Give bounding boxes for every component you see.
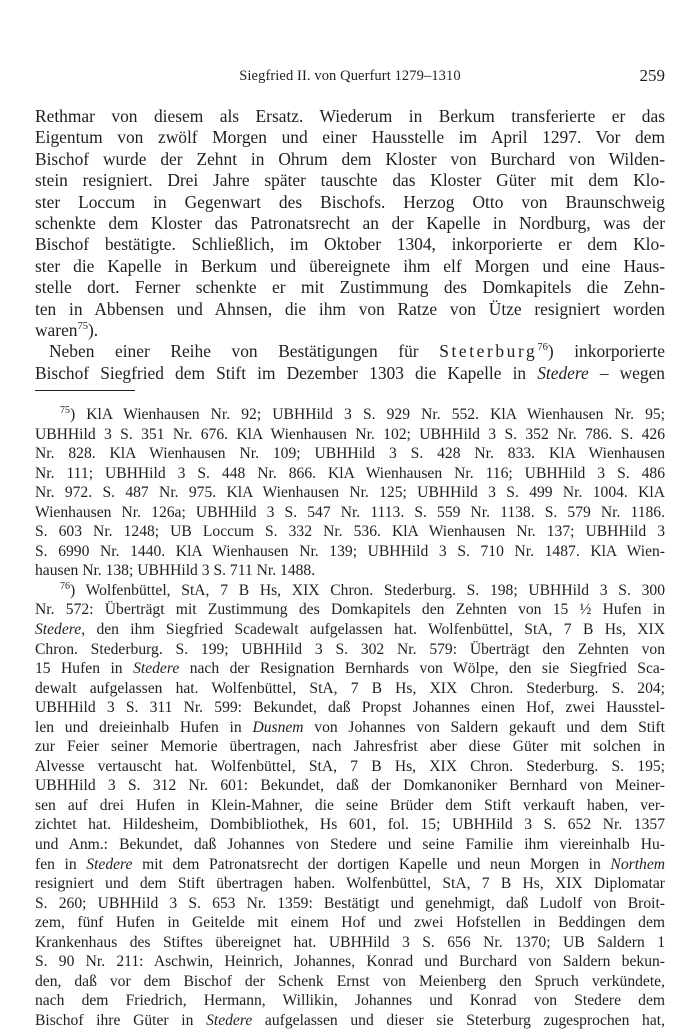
text-line: ten in Abbensen und Ahnsen, die ihm von Ratze von Ütze resigniert worden xyxy=(35,298,665,319)
text-fragment: Neben einer Reihe von Bestätigungen für xyxy=(49,341,440,362)
footnote-line: hausen Nr. 138; UBHHild 3 S. 711 Nr. 1488. xyxy=(35,562,316,580)
text-fragment: nach der Resignation Bernhards von Wölpe, den sie Siegfried Sca- xyxy=(179,660,665,678)
footnote-line xyxy=(35,620,665,640)
italic-place-name: Dusnem xyxy=(252,718,304,736)
footnote-line: und Anm.: Bekundet, daß Johannes von Stedere und seine Familie ihm viereinhalb Hu- xyxy=(35,836,665,854)
footnote-number: 76 xyxy=(60,580,70,592)
footnote-line: Alvesse vertauscht hat. Wolfenbüttel, StA, 7 B Hs, XIX Chron. Stederburg. S. 195; xyxy=(35,757,665,775)
text-line xyxy=(35,341,665,362)
text-fragment: – wegen xyxy=(588,362,666,383)
text-fragment: Bischof ihre Güter in xyxy=(35,1011,207,1029)
italic-place-name: Stedere xyxy=(206,1011,253,1029)
page-header xyxy=(35,66,665,90)
footnote-line: Nr. 972. S. 487 Nr. 975. KlA Wienhausen Nr. 125; UBHHild 3 S. 499 Nr. 1004. KlA xyxy=(35,484,665,502)
text-line: stelle dort. Ferner schenkte er mit Zustimmung des Domkapitels die Zehn- xyxy=(35,277,665,298)
text-line: Bischof bestätigte. Schließlich, im Oktober 1304, inkorporierte er dem Klo- xyxy=(35,234,665,255)
text-fragment: ) inkorporierte xyxy=(547,341,666,362)
text-fragment: aufgelassen und dieser sie Steterburg zugesprochen hat, xyxy=(252,1011,665,1029)
footnote-line xyxy=(35,405,665,425)
text-fragment: von Johannes von Saldern gekauft und dem Stift xyxy=(303,718,665,736)
italic-place-name: Stedere xyxy=(86,855,133,873)
page-number: 259 xyxy=(639,66,665,85)
footnote-number: 75 xyxy=(60,404,70,416)
footnote-line: Krankenhaus des Stiftes übereignet hat. UBHHild 3 S. 656 Nr. 1370; UB Saldern 1 xyxy=(35,933,665,951)
footnote-line xyxy=(35,659,665,679)
footnote-line: sen auf drei Hufen in Klein-Mahner, die seine Brüder dem Stift verkauft haben, ver- xyxy=(35,796,665,814)
text-line xyxy=(35,320,665,341)
italic-place-name: Stedere xyxy=(537,362,589,383)
footnote-line: den, daß vor dem Bischof der Schenk Ernst von Meienberg den Spruch verkündete, xyxy=(35,972,665,990)
text-line: Rethmar von diesem als Ersatz. Wiederum in Berkum transferierte er das xyxy=(35,106,665,126)
text-fragment: fen in xyxy=(35,855,87,873)
footnote-line xyxy=(35,581,665,601)
text-fragment: ) Wolfenbüttel, StA, 7 B Hs, XIX Chron. Stederburg. S. 198; UBHHild 3 S. 300 xyxy=(70,581,665,599)
text-fragment: waren xyxy=(35,320,78,341)
footnote-line xyxy=(35,718,665,738)
footnote-line: zur Feier seiner Memorie übertragen, nach Jahresfrist aber diese Güter mit solchen in xyxy=(35,738,665,756)
footnote-line: UBHHild 3 S. 311 Nr. 599: Bekundet, daß Propst Johannes einen Hof, zwei Hausstel- xyxy=(35,699,665,717)
footnote-line: Nr. 572: Überträgt mit Zustimmung des Domkapitels den Zehnten von 15 ½ Hufen in xyxy=(35,601,665,619)
footnote-reference: 75 xyxy=(77,321,88,333)
footnote-line: S. 260; UBHHild 3 S. 653 Nr. 1359: Bestätigt und genehmigt, daß Ludolf von Broit- xyxy=(35,894,665,912)
text-fragment: mit dem Patronatsrecht der dortigen Kapelle und neun Morgen in xyxy=(132,855,611,873)
footnote-reference: 76 xyxy=(537,342,548,354)
text-fragment: , den ihm Siegfried Scadewalt aufgelassen hat. Wolfenbüttel, StA, 7 B Hs, XIX xyxy=(81,621,665,639)
main-text xyxy=(35,106,665,384)
text-line: Eigentum von zwölf Morgen und einer Hausstelle im April 1297. Vor dem xyxy=(35,127,665,148)
text-line: Bischof wurde der Zehnt in Ohrum dem Kloster von Burchard von Wilden- xyxy=(35,148,665,169)
footnote-line: S. 603 Nr. 1248; UB Loccum S. 332 Nr. 536. KlA Wienhausen Nr. 137; UBHHild 3 xyxy=(35,523,665,541)
footnote-line: zem, fünf Hufen in Geitelde mit einem Hof und zwei Hofstellen in Beddingen dem xyxy=(35,914,665,932)
footnotes xyxy=(35,405,665,1031)
footnote-line: S. 6990 Nr. 1440. KlA Wienhausen Nr. 139; UBHHild 3 S. 710 Nr. 1487. KlA Wien- xyxy=(35,542,665,560)
text-line xyxy=(35,363,665,384)
text-fragment: ) KlA Wienhausen Nr. 92; UBHHild 3 S. 929 Nr. 552. KlA Wienhausen Nr. 95; xyxy=(70,406,665,423)
running-title: Siegfried II. von Querfurt 1279–1310 xyxy=(239,68,461,84)
footnote-line: Chron. Stederburg. S. 199; UBHHild 3 S. 302 Nr. 579: Überträgt den Zehnten von xyxy=(35,640,665,658)
text-line: stein resigniert. Drei Jahre später tauschte das Kloster Güter mit dem Klo- xyxy=(35,170,665,191)
footnote-line xyxy=(35,855,665,875)
italic-place-name: Stedere xyxy=(133,660,180,678)
footnote-line: UBHHild 3 S. 312 Nr. 601: Bekundet, daß der Domkanoniker Bernhard von Meiner- xyxy=(35,777,665,795)
footnote-line: resigniert und dem Stift übertragen haben. Wolfenbüttel, StA, 7 B Hs, XIX Diplomatar xyxy=(35,875,665,893)
text-fragment: ). xyxy=(87,320,99,341)
spaced-name: Steterburg xyxy=(439,341,538,362)
text-fragment: 15 Hufen in xyxy=(35,660,134,678)
text-fragment: len und dreieinhalb Hufen in xyxy=(35,718,253,736)
footnote-line: Nr. 111; UBHHild 3 S. 448 Nr. 866. KlA Wienhausen Nr. 116; UBHHild 3 S. 486 xyxy=(35,464,665,482)
text-line: ster Loccum in Gegenwart des Bischofs. Herzog Otto von Braunschweig xyxy=(35,191,665,212)
footnote-line xyxy=(35,1011,665,1031)
italic-place-name: Stedere xyxy=(35,621,82,639)
text-line: schenkte dem Kloster das Patronatsrecht an der Kapelle in Nordburg, was der xyxy=(35,213,665,234)
footnote-rule xyxy=(35,390,135,391)
text-line: ster die Kapelle in Berkum und übereignete ihm elf Morgen und eine Haus- xyxy=(35,255,665,276)
footnote-line: zichtet hat. Hildesheim, Dombibliothek, Hs 601, fol. 15; UBHHild 3 S. 652 Nr. 1357 xyxy=(35,816,665,834)
footnote-line: dewalt aufgelassen hat. Wolfenbüttel, StA, 7 B Hs, XIX Chron. Stederburg. S. 204; xyxy=(35,679,665,697)
italic-place-name: Northem xyxy=(610,855,665,873)
text-fragment: Bischof Siegfried dem Stift im Dezember 1303 die Kapelle in xyxy=(35,362,538,383)
footnote-line: S. 90 Nr. 211: Aschwin, Heinrich, Johannes, Konrad und Burchard von Saldern bekun- xyxy=(35,953,665,971)
footnote-line: Nr. 828. KlA Wienhausen Nr. 109; UBHHild 3 S. 428 Nr. 833. KlA Wienhausen xyxy=(35,445,665,463)
footnote-line: nach dem Friedrich, Hermann, Willikin, Johannes und Konrad von Stedere dem xyxy=(35,992,665,1010)
footnote-line: Wienhausen Nr. 126a; UBHHild 3 S. 547 Nr. 1113. S. 559 Nr. 1138. S. 579 Nr. 1186. xyxy=(35,503,665,521)
footnote-line: UBHHild 3 S. 351 Nr. 676. KlA Wienhausen Nr. 102; UBHHild 3 S. 352 Nr. 786. S. 426 xyxy=(35,425,665,443)
